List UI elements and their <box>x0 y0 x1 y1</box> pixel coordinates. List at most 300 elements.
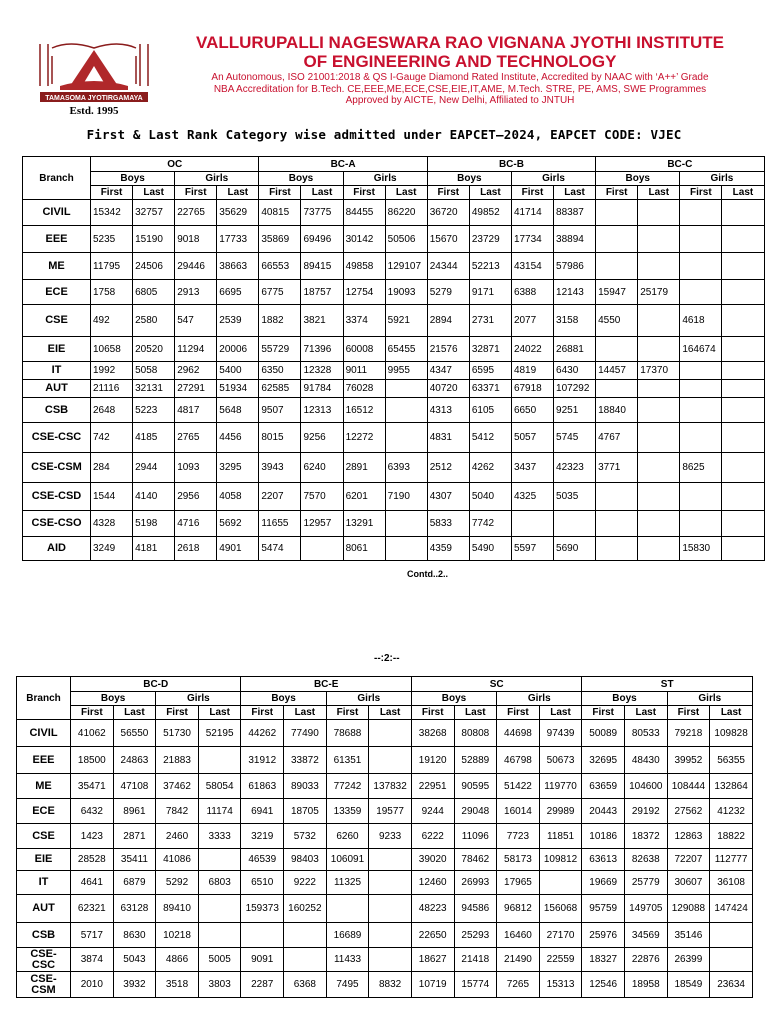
rank-cell: 5745 <box>554 423 596 453</box>
rank-cell: 3437 <box>511 453 553 483</box>
rank-cell: 60008 <box>343 337 385 362</box>
rank-cell: 2871 <box>113 824 156 849</box>
rank-cell: 41714 <box>511 200 553 226</box>
rank-cell: 10719 <box>411 972 454 998</box>
rank-cell: 18372 <box>624 824 667 849</box>
rank-cell: 34569 <box>624 923 667 948</box>
rank-cell: 6393 <box>385 453 427 483</box>
rank-cell: 26881 <box>554 337 596 362</box>
rank-cell: 9244 <box>411 799 454 824</box>
rank-cell: 15774 <box>454 972 497 998</box>
rank-type-header: First <box>156 706 199 720</box>
branch-cell: CSE-CSD <box>23 483 91 511</box>
gender-header: Girls <box>175 172 259 186</box>
rank-cell: 11795 <box>91 253 133 280</box>
rank-cell: 11433 <box>326 948 369 972</box>
rank-cell: 284 <box>91 453 133 483</box>
rank-cell: 1423 <box>71 824 114 849</box>
rank-cell: 86220 <box>385 200 427 226</box>
rank-cell: 2580 <box>133 305 175 337</box>
rank-cell: 5648 <box>217 398 259 423</box>
rank-cell: 6240 <box>301 453 343 483</box>
rank-cell: 2944 <box>133 453 175 483</box>
rank-cell: 94586 <box>454 895 497 923</box>
branch-cell: ECE <box>17 799 71 824</box>
rank-cell <box>722 511 764 537</box>
rank-cell: 29048 <box>454 799 497 824</box>
rank-cell: 164674 <box>680 337 722 362</box>
branch-cell: EEE <box>17 747 71 774</box>
rank-cell: 2731 <box>469 305 511 337</box>
gender-header: Boys <box>411 692 496 706</box>
gender-header: Girls <box>326 692 411 706</box>
rank-cell <box>722 423 764 453</box>
rank-cell: 32131 <box>133 380 175 398</box>
rank-cell: 5058 <box>133 362 175 380</box>
rank-cell: 63371 <box>469 380 511 398</box>
rank-cell: 35869 <box>259 226 301 253</box>
rank-cell: 11655 <box>259 511 301 537</box>
rank-cell: 5597 <box>511 537 553 561</box>
rank-cell: 24506 <box>133 253 175 280</box>
rank-cell: 11851 <box>539 824 582 849</box>
branch-cell: CSE-CSM <box>17 972 71 998</box>
rank-cell <box>596 200 638 226</box>
rank-cell: 4328 <box>91 511 133 537</box>
rank-cell: 16689 <box>326 923 369 948</box>
rank-cell: 5035 <box>554 483 596 511</box>
rank-cell: 17733 <box>217 226 259 253</box>
rank-cell <box>198 923 241 948</box>
rank-cell: 9011 <box>343 362 385 380</box>
table-row <box>23 398 765 423</box>
rank-cell: 50673 <box>539 747 582 774</box>
rank-cell: 1544 <box>91 483 133 511</box>
table-row <box>23 226 765 253</box>
rank-cell: 38268 <box>411 720 454 747</box>
rank-cell <box>722 362 764 380</box>
category-header: BC-C <box>596 157 764 172</box>
branch-cell: AUT <box>17 895 71 923</box>
rank-cell: 30142 <box>343 226 385 253</box>
rank-cell <box>722 305 764 337</box>
rank-cell: 98403 <box>284 849 327 871</box>
rank-cell: 84455 <box>343 200 385 226</box>
rank-cell: 3249 <box>91 537 133 561</box>
table-row <box>23 337 765 362</box>
rank-cell: 11294 <box>175 337 217 362</box>
rank-cell: 4618 <box>680 305 722 337</box>
rank-type-header: Last <box>113 706 156 720</box>
rank-cell: 149705 <box>624 895 667 923</box>
rank-cell: 3932 <box>113 972 156 998</box>
rank-cell: 3803 <box>198 972 241 998</box>
rank-cell: 36720 <box>427 200 469 226</box>
rank-cell: 109812 <box>539 849 582 871</box>
rank-cell: 4058 <box>217 483 259 511</box>
table-row <box>23 200 765 226</box>
rank-cell: 43154 <box>511 253 553 280</box>
rank-cell: 33872 <box>284 747 327 774</box>
rank-cell: 6879 <box>113 871 156 895</box>
rank-cell: 69496 <box>301 226 343 253</box>
rank-cell <box>198 895 241 923</box>
rank-cell: 48430 <box>624 747 667 774</box>
rank-type-header: First <box>596 186 638 200</box>
rank-cell: 4262 <box>469 453 511 483</box>
rank-cell: 6201 <box>343 483 385 511</box>
rank-cell: 3333 <box>198 824 241 849</box>
rank-cell: 15947 <box>596 280 638 305</box>
institute-name-line1: VALLURUPALLI NAGESWARA RAO VIGNANA JYOTHI INSTITUTE <box>196 33 724 52</box>
rank-cell: 4550 <box>596 305 638 337</box>
rank-cell: 13291 <box>343 511 385 537</box>
rank-cell <box>385 511 427 537</box>
rank-cell <box>638 537 680 561</box>
rank-cell: 12143 <box>554 280 596 305</box>
rank-cell: 35471 <box>71 774 114 799</box>
rank-cell: 15313 <box>539 972 582 998</box>
rank-cell <box>596 483 638 511</box>
rank-cell: 18840 <box>596 398 638 423</box>
rank-cell: 38894 <box>554 226 596 253</box>
gender-header: Girls <box>156 692 241 706</box>
rank-cell: 19120 <box>411 747 454 774</box>
rank-cell <box>638 483 680 511</box>
rank-cell: 137832 <box>369 774 412 799</box>
rank-cell: 9171 <box>469 280 511 305</box>
rank-cell <box>722 280 764 305</box>
rank-cell <box>596 537 638 561</box>
rank-cell: 160252 <box>284 895 327 923</box>
rank-cell <box>385 423 427 453</box>
rank-cell: 2618 <box>175 537 217 561</box>
rank-cell: 12863 <box>667 824 710 849</box>
rank-cell: 18705 <box>284 799 327 824</box>
rank-cell: 2648 <box>91 398 133 423</box>
rank-cell: 61863 <box>241 774 284 799</box>
branch-cell: ME <box>17 774 71 799</box>
branch-cell: IT <box>23 362 91 380</box>
rank-cell: 5198 <box>133 511 175 537</box>
category-header: BC-E <box>241 677 411 692</box>
rank-cell: 18757 <box>301 280 343 305</box>
rank-cell <box>369 849 412 871</box>
rank-cell: 42323 <box>554 453 596 483</box>
rank-table-page2 <box>16 676 753 998</box>
rank-cell: 20520 <box>133 337 175 362</box>
rank-cell: 15342 <box>91 200 133 226</box>
rank-cell: 89415 <box>301 253 343 280</box>
rank-cell: 13359 <box>326 799 369 824</box>
rank-cell: 4456 <box>217 423 259 453</box>
rank-type-header: First <box>427 186 469 200</box>
table-row <box>23 280 765 305</box>
rank-cell: 4831 <box>427 423 469 453</box>
rank-cell: 5490 <box>469 537 511 561</box>
rank-cell: 12754 <box>343 280 385 305</box>
rank-cell <box>638 453 680 483</box>
rank-cell: 3821 <box>301 305 343 337</box>
table-row <box>17 720 753 747</box>
rank-cell: 71396 <box>301 337 343 362</box>
rank-type-header: First <box>582 706 625 720</box>
rank-cell: 73775 <box>301 200 343 226</box>
rank-cell <box>198 747 241 774</box>
svg-text:TAMASOMA JYOTIRGAMAYA: TAMASOMA JYOTIRGAMAYA <box>45 95 143 102</box>
rank-cell: 11096 <box>454 824 497 849</box>
rank-cell: 6941 <box>241 799 284 824</box>
rank-cell: 6222 <box>411 824 454 849</box>
rank-type-header: Last <box>284 706 327 720</box>
rank-cell: 2207 <box>259 483 301 511</box>
branch-cell: CSB <box>17 923 71 948</box>
gender-header: Girls <box>511 172 595 186</box>
rank-cell: 9222 <box>284 871 327 895</box>
rank-cell: 51934 <box>217 380 259 398</box>
rank-cell: 76028 <box>343 380 385 398</box>
rank-cell: 72207 <box>667 849 710 871</box>
rank-cell: 3374 <box>343 305 385 337</box>
continued-note: Contd..2.. <box>407 569 448 579</box>
branch-cell: EIE <box>17 849 71 871</box>
rank-cell: 56355 <box>710 747 753 774</box>
rank-type-header: Last <box>454 706 497 720</box>
rank-cell: 4866 <box>156 948 199 972</box>
rank-cell: 97439 <box>539 720 582 747</box>
accreditation-line3: Approved by AICTE, New Delhi, Affiliated to JNTUH <box>345 95 575 106</box>
rank-cell <box>385 398 427 423</box>
rank-cell: 2460 <box>156 824 199 849</box>
rank-cell: 2077 <box>511 305 553 337</box>
rank-cell <box>638 380 680 398</box>
rank-cell: 108444 <box>667 774 710 799</box>
rank-cell: 4347 <box>427 362 469 380</box>
table-row <box>17 871 753 895</box>
rank-cell: 56550 <box>113 720 156 747</box>
rank-type-header: Last <box>624 706 667 720</box>
rank-cell: 147424 <box>710 895 753 923</box>
rank-cell: 3771 <box>596 453 638 483</box>
rank-type-header: First <box>411 706 454 720</box>
rank-cell: 32757 <box>133 200 175 226</box>
rank-cell: 16014 <box>497 799 540 824</box>
table-row <box>17 895 753 923</box>
category-header: BC-D <box>71 677 241 692</box>
rank-cell <box>369 720 412 747</box>
rank-cell: 2962 <box>175 362 217 380</box>
rank-cell: 78688 <box>326 720 369 747</box>
rank-cell <box>638 398 680 423</box>
rank-cell <box>680 511 722 537</box>
rank-type-header: First <box>511 186 553 200</box>
rank-cell: 5057 <box>511 423 553 453</box>
gender-header: Girls <box>497 692 582 706</box>
rank-cell: 8061 <box>343 537 385 561</box>
rank-cell <box>680 380 722 398</box>
rank-cell: 18822 <box>710 824 753 849</box>
rank-cell: 4819 <box>511 362 553 380</box>
rank-cell: 9233 <box>369 824 412 849</box>
rank-cell: 5474 <box>259 537 301 561</box>
rank-cell: 31912 <box>241 747 284 774</box>
rank-type-header: First <box>71 706 114 720</box>
table-row <box>23 453 765 483</box>
rank-cell: 17370 <box>638 362 680 380</box>
rank-cell <box>638 511 680 537</box>
rank-cell: 1992 <box>91 362 133 380</box>
rank-cell: 2010 <box>71 972 114 998</box>
rank-cell: 156068 <box>539 895 582 923</box>
rank-cell: 2512 <box>427 453 469 483</box>
rank-cell: 3295 <box>217 453 259 483</box>
rank-cell: 3219 <box>241 824 284 849</box>
rank-cell <box>385 380 427 398</box>
rank-cell: 8832 <box>369 972 412 998</box>
rank-cell: 88387 <box>554 200 596 226</box>
rank-cell <box>680 423 722 453</box>
rank-cell: 6388 <box>511 280 553 305</box>
rank-cell: 35146 <box>667 923 710 948</box>
rank-cell: 52195 <box>198 720 241 747</box>
rank-cell: 50506 <box>385 226 427 253</box>
rank-cell: 18549 <box>667 972 710 998</box>
rank-cell: 40720 <box>427 380 469 398</box>
rank-cell: 742 <box>91 423 133 453</box>
rank-cell: 29446 <box>175 253 217 280</box>
rank-type-header: Last <box>133 186 175 200</box>
rank-cell: 26993 <box>454 871 497 895</box>
rank-type-header: Last <box>710 706 753 720</box>
rank-cell: 16512 <box>343 398 385 423</box>
rank-cell <box>596 337 638 362</box>
rank-cell: 20443 <box>582 799 625 824</box>
rank-cell <box>638 423 680 453</box>
branch-cell: EEE <box>23 226 91 253</box>
rank-cell: 4181 <box>133 537 175 561</box>
rank-cell: 30607 <box>667 871 710 895</box>
rank-cell: 80533 <box>624 720 667 747</box>
rank-cell: 62321 <box>71 895 114 923</box>
rank-cell: 6430 <box>554 362 596 380</box>
rank-cell: 25179 <box>638 280 680 305</box>
rank-cell: 5833 <box>427 511 469 537</box>
rank-cell: 3874 <box>71 948 114 972</box>
rank-cell: 112777 <box>710 849 753 871</box>
rank-cell: 23634 <box>710 972 753 998</box>
rank-cell: 5412 <box>469 423 511 453</box>
rank-cell <box>722 380 764 398</box>
rank-cell <box>638 253 680 280</box>
rank-cell: 2765 <box>175 423 217 453</box>
rank-cell: 7190 <box>385 483 427 511</box>
branch-header: Branch <box>17 677 71 720</box>
rank-cell: 77242 <box>326 774 369 799</box>
rank-cell: 21116 <box>91 380 133 398</box>
branch-cell: IT <box>17 871 71 895</box>
rank-cell <box>722 453 764 483</box>
table-row <box>17 799 753 824</box>
rank-cell: 63613 <box>582 849 625 871</box>
rank-cell: 91784 <box>301 380 343 398</box>
table-row <box>17 923 753 948</box>
rank-cell <box>369 948 412 972</box>
rank-cell: 5732 <box>284 824 327 849</box>
rank-cell: 8625 <box>680 453 722 483</box>
rank-cell: 49858 <box>343 253 385 280</box>
rank-cell <box>722 200 764 226</box>
rank-type-header: First <box>667 706 710 720</box>
rank-cell: 67918 <box>511 380 553 398</box>
rank-cell: 29192 <box>624 799 667 824</box>
rank-cell: 129107 <box>385 253 427 280</box>
rank-cell: 2956 <box>175 483 217 511</box>
rank-cell: 46798 <box>497 747 540 774</box>
rank-cell: 25779 <box>624 871 667 895</box>
branch-cell: CSE-CSO <box>23 511 91 537</box>
rank-cell <box>680 483 722 511</box>
table-row <box>23 511 765 537</box>
institute-logo <box>30 36 158 118</box>
rank-cell: 547 <box>175 305 217 337</box>
rank-cell <box>369 895 412 923</box>
table-row <box>17 824 753 849</box>
rank-cell: 15190 <box>133 226 175 253</box>
rank-cell: 57986 <box>554 253 596 280</box>
rank-cell <box>241 923 284 948</box>
category-header: BC-A <box>259 157 427 172</box>
rank-cell: 5692 <box>217 511 259 537</box>
rank-cell: 21418 <box>454 948 497 972</box>
rank-type-header: Last <box>198 706 241 720</box>
rank-cell: 5292 <box>156 871 199 895</box>
rank-cell: 79218 <box>667 720 710 747</box>
rank-cell: 2913 <box>175 280 217 305</box>
category-header: SC <box>411 677 581 692</box>
rank-cell <box>596 380 638 398</box>
branch-cell: AID <box>23 537 91 561</box>
rank-cell: 6805 <box>133 280 175 305</box>
rank-cell: 58173 <box>497 849 540 871</box>
rank-type-header: First <box>326 706 369 720</box>
rank-cell <box>539 871 582 895</box>
rank-cell: 66553 <box>259 253 301 280</box>
rank-cell: 4140 <box>133 483 175 511</box>
rank-cell: 4767 <box>596 423 638 453</box>
rank-cell: 48223 <box>411 895 454 923</box>
rank-cell: 18627 <box>411 948 454 972</box>
rank-cell: 26399 <box>667 948 710 972</box>
rank-cell <box>369 747 412 774</box>
rank-cell: 5043 <box>113 948 156 972</box>
rank-cell: 12272 <box>343 423 385 453</box>
rank-cell <box>638 337 680 362</box>
rank-cell: 16460 <box>497 923 540 948</box>
rank-cell: 25293 <box>454 923 497 948</box>
rank-cell <box>198 849 241 871</box>
rank-cell: 8630 <box>113 923 156 948</box>
category-header: BC-B <box>427 157 595 172</box>
accreditation-line2: NBA Accreditation for B.Tech. CE,EEE,ME,ECE,CSE,EIE,IT,AME, M.Tech. STRE, PE, AMS, SWE Programmes <box>213 83 707 95</box>
rank-cell: 50089 <box>582 720 625 747</box>
rank-cell: 22765 <box>175 200 217 226</box>
rank-cell: 35411 <box>113 849 156 871</box>
rank-cell: 80808 <box>454 720 497 747</box>
rank-cell <box>596 511 638 537</box>
gender-header: Boys <box>241 692 326 706</box>
rank-cell <box>369 923 412 948</box>
rank-cell: 9507 <box>259 398 301 423</box>
